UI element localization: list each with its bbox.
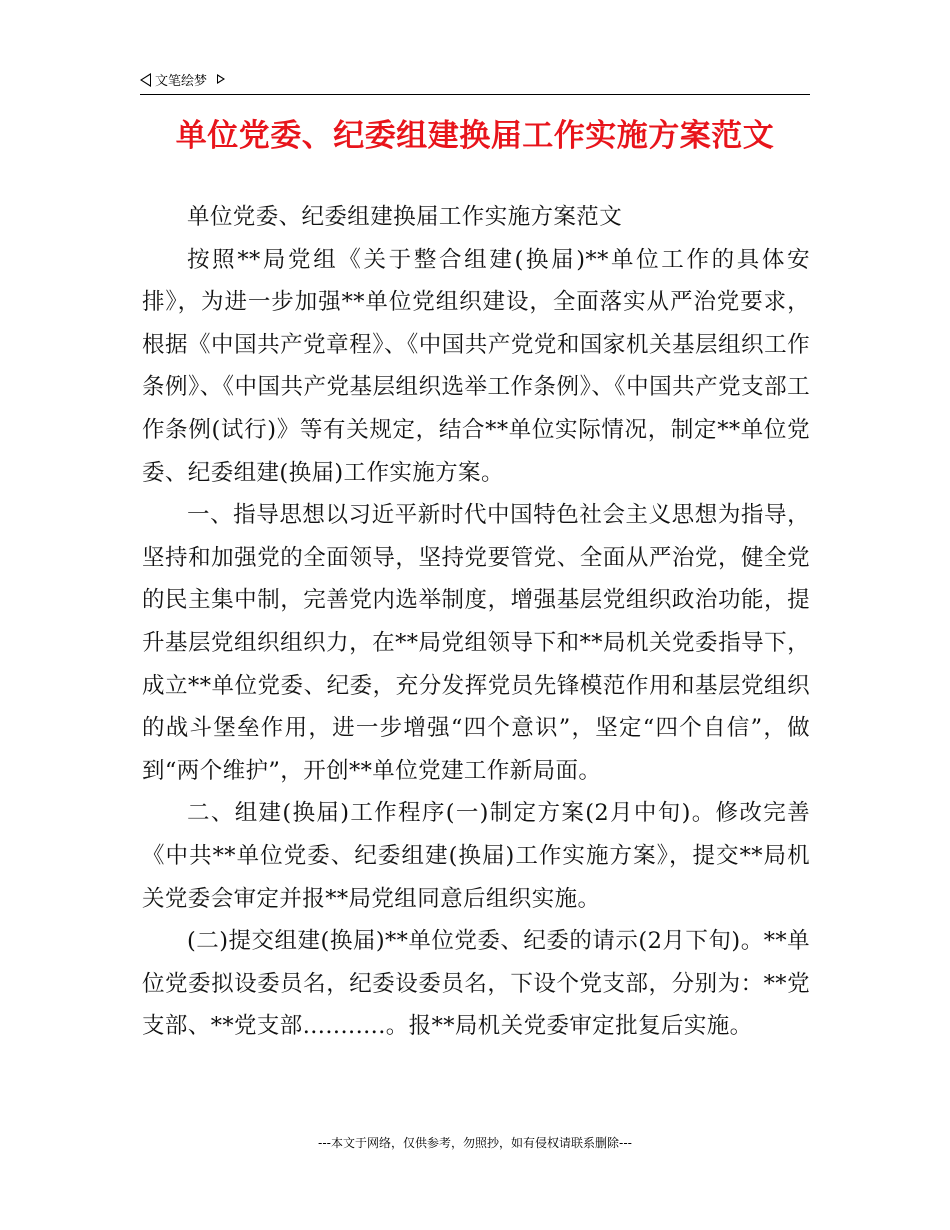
paragraph-work-procedure: 二、组建(换届)工作程序(一)制定方案(2月中旬)。修改完善《中共**单位党委、纪委组建(换届)工作实施方案》，提交**局机关党委会审定并报**局党组同意后组织实施。 [142,800,810,912]
header-brand [140,72,225,92]
page-header [140,72,810,95]
paragraph-submit-request: (二)提交组建(换届)**单位党委、纪委的请示(2月下旬)。**单位党委拟设委员名，纪委设委员名，下设个党支部，分别为：**党支部、**党支部...........。报**局机关党委审定批复后实施。 [142,928,810,1040]
triangle-left-icon [140,73,151,87]
paragraph-subtitle: 单位党委、纪委组建换届工作实施方案范文 [187,204,623,230]
page-footer-notice: ---本文于网络，仅供参考，勿照抄，如有侵权请联系删除--- [318,1136,632,1150]
document-title: 单位党委、纪委组建换届工作实施方案范文 [175,118,775,154]
paragraph-guiding-ideology: 一、指导思想以习近平新时代中国特色社会主义思想为指导，坚持和加强党的全面领导，坚持党要管党、全面从严治党，健全党的民主集中制，完善党内选举制度，增强基层党组织政治功能，提升基层党组织组织力，在**局党组领导下和**局机关党委指导下，成立**单位党委、纪委，充分发挥党员先锋模范作用和基层党组织的战斗堡垒作用，进一步增强“四个意识”，坚定“四个自信”，做到“两个维护”，开创**单位党建工作新局面。 [142,502,810,784]
document-body [142,196,810,1048]
paragraph-intro: 按照**局党组《关于整合组建(换届)**单位工作的具体安排》，为进一步加强**单位党组织建设，全面落实从严治党要求，根据《中国共产党章程》、《中国共产党党和国家机关基层组织工作条例》、《中国共产党基层组织选举工作条例》、《中国共产党支部工作条例(试行)》等有关规定，结合**单位实际情况，制定**单位党委、纪委组建(换届)工作实施方案。 [142,246,810,486]
brand-label: 文笔绘梦 [155,74,208,89]
triangle-right-icon [217,74,225,84]
